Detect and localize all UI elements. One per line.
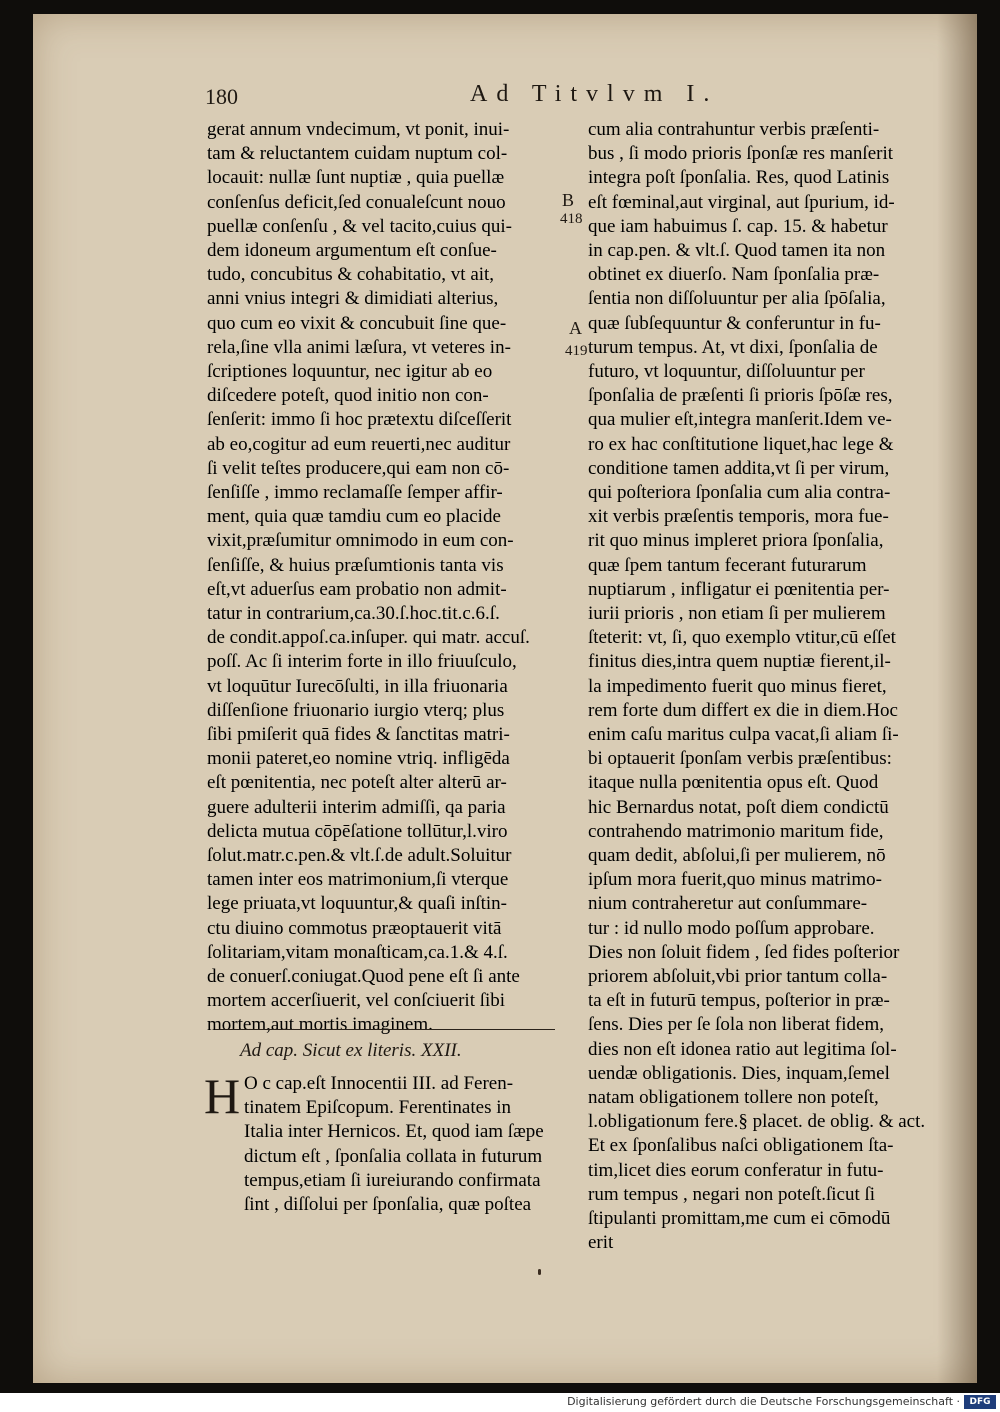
text-line: bi optauerit ſponſam verbis præſentibus: <box>588 748 892 770</box>
text-line: quo cum eo vixit & concubuit ſine que- <box>207 312 507 334</box>
text-line: natam obligationem tollere non poteſt, <box>588 1087 879 1108</box>
text-line: contrahendo matrimonio maritum fide, <box>588 820 884 842</box>
text-line: rela,ſine vlla animi læſura, vt veteres in- <box>207 336 511 358</box>
text-line: locauit: nullæ ſunt nuptiæ , quia puellæ <box>207 167 505 189</box>
footer-credit: Digitalisierung gefördert durch die Deutsche Forschungsgemeinschaft · <box>567 1395 960 1408</box>
text-line: tam & reluctantem cuidam nuptum col- <box>207 143 508 165</box>
text-line: mortem,aut mortis imaginem. <box>207 1014 433 1036</box>
text-line: ipſum mora fuerit,quo minus matrimo- <box>588 869 882 891</box>
text-line: diſſenſione friuonario iurgio vterq; plus <box>207 699 505 721</box>
page-gutter-shadow <box>937 14 977 1383</box>
text-line: qui poſteriora ſponſalia cum alia contra- <box>588 482 891 503</box>
text-line: nium contraheretur aut conſummare- <box>588 893 868 915</box>
text-line: iurii prioris , non etiam ſi per mulierem <box>588 603 886 624</box>
text-line: ment, quia quæ tamdiu cum eo placide <box>207 506 501 528</box>
text-line: que iam habuimus ſ. cap. 15. & habetur <box>588 215 888 237</box>
text-line: vt loquūtur Iurecōſulti, in illa friuonaria <box>207 675 508 697</box>
text-line: erit <box>588 1232 614 1254</box>
text-line: obtinet ex diuerſo. Nam ſponſalia præ- <box>588 264 880 286</box>
text-line: priorem abſoluit,vbi prior tantum colla- <box>588 966 888 987</box>
text-line: ro ex hac conſtitutione liquet,hac lege & <box>588 433 894 455</box>
text-line: turum tempus. At, vt dixi, ſponſalia de <box>588 336 878 358</box>
drop-cap: H <box>204 1068 241 1124</box>
text-line: eſt,vt aduerſus eam probatio non admit- <box>207 578 507 600</box>
text-line: Italia inter Hernicos. Et, quod iam ſæpe <box>244 1121 544 1143</box>
text-line: eſt pœnitentia, nec poteſt alter alterū ar- <box>207 772 507 794</box>
margin-letter-b: B <box>562 190 575 210</box>
text-line: in cap.pen. & vlt.ſ. Quod tamen ita non <box>588 240 886 261</box>
text-line: diſcedere poteſt, quod initio non con- <box>207 385 489 407</box>
text-line: conditione tamen addita,vt ſi per virum, <box>588 457 890 479</box>
text-line: eſt fœminal,aut virginal, aut ſpurium, id- <box>588 191 895 213</box>
running-head: Ad Titvlvm I. <box>470 81 719 107</box>
text-line: la impedimento fuerit quo minus fieret, <box>588 675 887 697</box>
text-line: ſtipulanti promittam,me cum ei cōmodū <box>588 1208 891 1229</box>
text-line: enim caſu maritus culpa vacat,ſi aliam ſi- <box>588 724 899 745</box>
text-line: tinatem Epiſcopum. Ferentinates in <box>244 1097 511 1119</box>
text-line: integra poſt ſponſalia. Res, quod Latinis <box>588 167 890 189</box>
text-line: quæ ſubſequuntur & conferuntur in fu- <box>588 312 881 334</box>
text-line: ſenſiſſe , immo reclamaſſe ſemper affir- <box>207 482 503 503</box>
text-line: ab eo,cogitur ad eum reuerti,nec auditur <box>207 433 511 455</box>
text-line: itaque nulla pœnitentia opus eſt. Quod <box>588 772 879 794</box>
text-line: de conuerſ.coniugat.Quod pene eſt ſi ante <box>207 966 520 987</box>
text-line: nuptiarum , infligatur ei pœnitentia per- <box>588 578 890 600</box>
text-line: uendæ obligationis. Dies, inquam,ſemel <box>588 1062 890 1084</box>
text-line: cum alia contrahuntur verbis præſenti- <box>588 119 880 140</box>
text-line: Dies non ſoluit fidem , ſed fides poſterior <box>588 941 900 963</box>
text-line: vixit,præſumitur omnimodo in eum con- <box>207 530 514 552</box>
text-line: ſcriptiones loquuntur, nec igitur ab eo <box>207 361 493 382</box>
margin-number-418: 418 <box>560 211 583 227</box>
text-line: futuro, vt loquuntur, diſſoluuntur per <box>588 361 865 382</box>
text-line: dies non eſt idonea ratio aut legitima ſol- <box>588 1038 897 1060</box>
text-line: tamen inter eos matrimonium,ſi vterque <box>207 869 509 891</box>
text-line: ſolitariam,vitam monaſticam,ca.1.& 4.ſ. <box>207 941 508 963</box>
text-line: rem forte dum differt ex die in diem.Hoc <box>588 699 898 721</box>
text-line: rit quo minus impleret priora ſponſalia, <box>588 530 884 552</box>
dfg-logo: DFG <box>964 1395 996 1409</box>
text-line: tim,licet dies eorum conferatur in futu- <box>588 1159 884 1181</box>
text-line: ſentia non diſſoluuntur per alia ſpōſalia, <box>588 288 886 310</box>
ink-speck <box>538 1269 541 1275</box>
text-line: l.obligationum fere.§ placet. de oblig. & act. <box>588 1111 926 1133</box>
text-line: ſens. Dies per ſe ſola non liberat fidem, <box>588 1014 884 1036</box>
text-line: dictum eſt , ſponſalia collata in futurum <box>244 1145 543 1167</box>
text-line: tatur in contrarium,ca.30.ſ.hoc.tit.c.6.ſ. <box>207 603 500 624</box>
text-line: ſenſerit: immo ſi hoc prætextu diſceſſerit <box>207 409 512 431</box>
text-line: lege priuata,vt loquuntur,& quaſi inſtin- <box>207 893 508 915</box>
text-line: tur : id nullo modo poſſum approbare. <box>588 917 875 939</box>
text-line: rum tempus , negari non poteſt.ſicut ſi <box>588 1183 876 1205</box>
text-line: ſi velit teſtes producere,qui eam non cō- <box>207 457 510 479</box>
text-line: tempus,etiam ſi iureiurando confirmata <box>244 1169 541 1191</box>
text-line: ſponſalia de præſenti ſi prioris ſpōſæ res, <box>588 385 893 407</box>
section-heading: Ad cap. Sicut ex literis. XXII. <box>240 1040 462 1061</box>
text-line: qua mulier eſt,integra manſerit.Idem ve- <box>588 409 892 431</box>
text-line: conſenſus deficit,ſed conualeſcunt nouo <box>207 191 506 213</box>
text-line: dem idoneum argumentum eſt conſue- <box>207 240 497 261</box>
margin-number-419: 419 <box>565 343 588 359</box>
text-line: quam dedit, abſolui,ſi per mulierem, nō <box>588 845 886 866</box>
text-line: de condit.appoſ.ca.inſuper. qui matr. accuſ. <box>207 627 530 649</box>
text-line: ctu diuino commotus præoptauerit vitā <box>207 917 502 939</box>
text-line: ſteterit: vt, ſi, quo exemplo vtitur,cū eſſet <box>588 627 896 649</box>
text-line: O c cap.eſt Innocentii III. ad Feren- <box>244 1073 514 1094</box>
text-line: bus , ſi modo prioris ſponſæ res manſerit <box>588 143 894 165</box>
text-line: gerat annum vndecimum, vt ponit, inui- <box>207 119 510 140</box>
text-line: delicta mutua cōpēſatione tollūtur,l.viro <box>207 820 508 842</box>
text-line: ta eſt in futurū tempus, poſterior in præ- <box>588 990 890 1012</box>
text-line: Et ex ſponſalibus naſci obligationem ſta- <box>588 1135 894 1157</box>
text-line: tudo, concubitus & cohabitatio, vt ait, <box>207 264 495 286</box>
text-line: ſint , diſſolui per ſponſalia, quæ poſtea <box>244 1194 532 1215</box>
text-line: puellæ conſenſu , & vel tacito,cuius qui- <box>207 215 512 237</box>
text-line: anni vnius integri & dimidiati alterius, <box>207 288 499 310</box>
text-line: ſolut.matr.c.pen.& vlt.ſ.de adult.Soluitur <box>207 845 512 866</box>
text-line: mortem accerſiuerit, vel conſciuerit ſibi <box>207 990 506 1012</box>
page-number: 180 <box>205 84 238 109</box>
margin-letter-a: A <box>569 318 582 338</box>
text-line: guere adulterii interim admiſſi, qa paria <box>207 796 506 818</box>
text-line: ſenſiſſe, & huius præſumtionis tanta vis <box>207 554 504 576</box>
text-line: finitus dies,intra quem nuptiæ fierent,il- <box>588 651 891 673</box>
section-rule <box>215 1029 555 1030</box>
text-line: quæ ſpem tantum fecerant futurarum <box>588 554 867 576</box>
text-line: xit verbis præſentis temporis, mora fue- <box>588 506 889 528</box>
text-line: poſſ. Ac ſi interim forte in illo friuuſculo, <box>207 651 517 673</box>
text-line: ſibi pmiſerit quā fides & ſanctitas matri- <box>207 724 510 745</box>
text-line: hic Bernardus notat, poſt diem condictū <box>588 796 889 818</box>
text-line: monii pateret,eo nomine vtriq. infligēda <box>207 748 510 770</box>
footer-bar <box>0 1393 1000 1412</box>
